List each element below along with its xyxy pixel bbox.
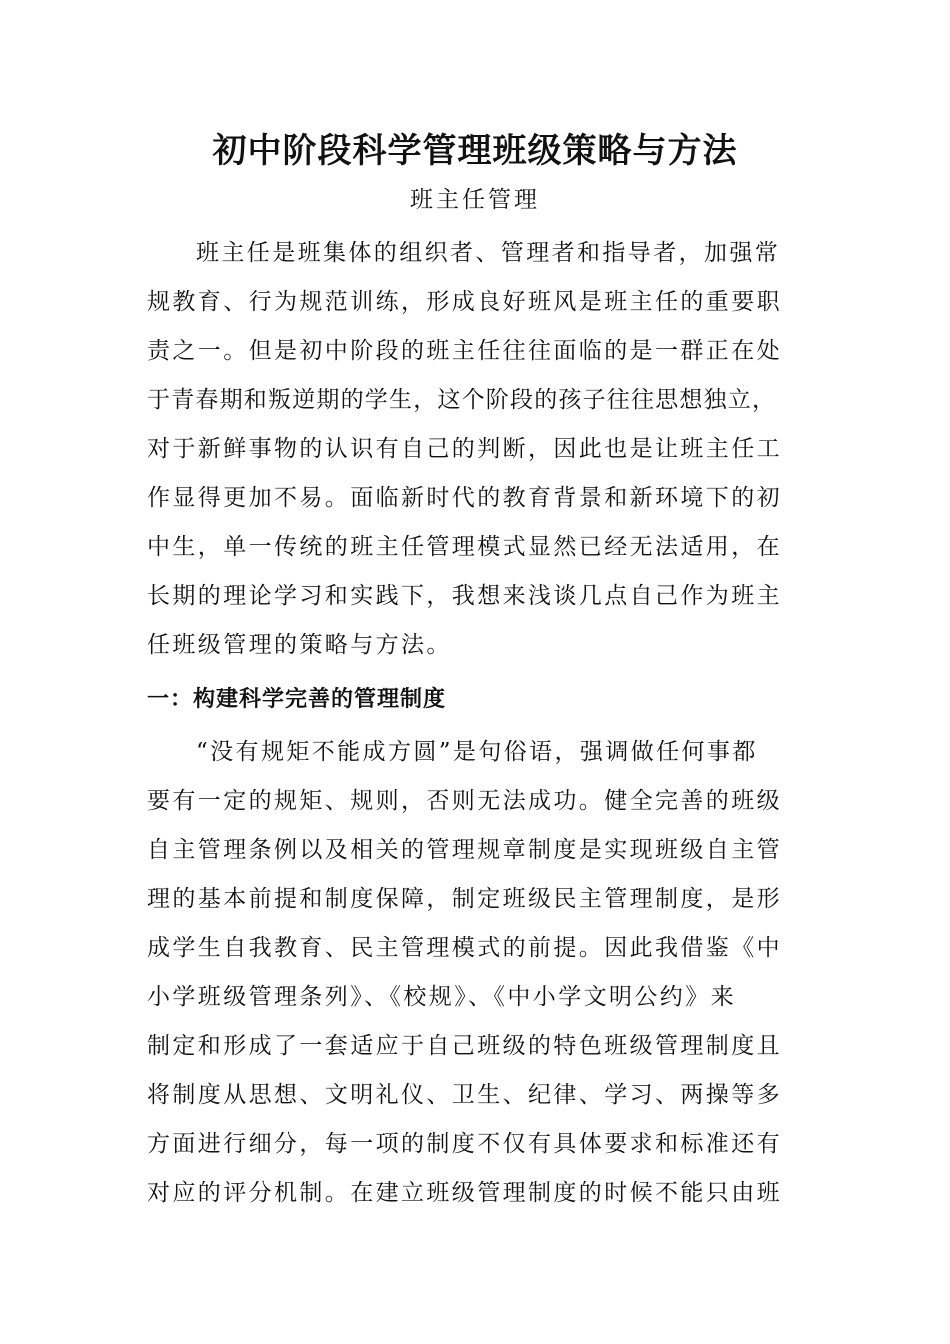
paragraph-line: 对于新鲜事物的认识有自己的判断，因此也是让班主任工 [147,436,782,462]
paragraph-line: 任班级管理的策略与方法。 [147,632,452,658]
paragraph-line: “没有规矩不能成方圆”是句俗语，强调做任何事都 [196,739,758,765]
paragraph-intro [147,229,797,670]
paragraph-line: 规教育、行为规范训练，形成良好班风是班主任的重要职 [147,289,782,315]
paragraph-line: 责之一。但是初中阶段的班主任往往面临的是一群正在处 [147,338,782,364]
paragraph-line: 自主管理条例以及相关的管理规章制度是实现班级自主管 [147,837,782,863]
document-title: 初中阶段科学管理班级策略与方法 [212,131,738,171]
paragraph-line: 成学生自我教育、民主管理模式的前提。因此我借鉴《中 [147,935,782,961]
paragraph-line: 制定和形成了一套适应于自己班级的特色班级管理制度且 [147,1033,782,1059]
paragraph-line: 班主任是班集体的组织者、管理者和指导者，加强常 [196,240,781,266]
paragraph-line: 理的基本前提和制度保障，制定班级民主管理制度，是形 [147,886,782,912]
paragraph-line: 将制度从思想、文明礼仪、卫生、纪律、学习、两操等多 [147,1082,782,1108]
paragraph-line: 要有一定的规矩、规则，否则无法成功。健全完善的班级 [147,788,782,814]
paragraph-line: 中生，单一传统的班主任管理模式显然已经无法适用，在 [147,534,782,560]
paragraph-section1 [147,728,797,1218]
paragraph-line: 小学班级管理条列》、《校规》、《中小学文明公约》来 [147,984,736,1010]
paragraph-line: 作显得更加不易。面临新时代的教育背景和新环境下的初 [147,485,782,511]
paragraph-line: 于青春期和叛逆期的学生，这个阶段的孩子往往思想独立， [147,387,777,413]
section-heading: 一：构建科学完善的管理制度 [147,687,447,712]
paragraph-line: 对应的评分机制。在建立班级管理制度的时候不能只由班 [147,1180,782,1206]
paragraph-line: 方面进行细分，每一项的制度不仅有具体要求和标准还有 [147,1131,782,1157]
document-subtitle: 班主任管理 [410,187,540,213]
paragraph-line: 长期的理论学习和实践下，我想来浅谈几点自己作为班主 [147,583,782,609]
